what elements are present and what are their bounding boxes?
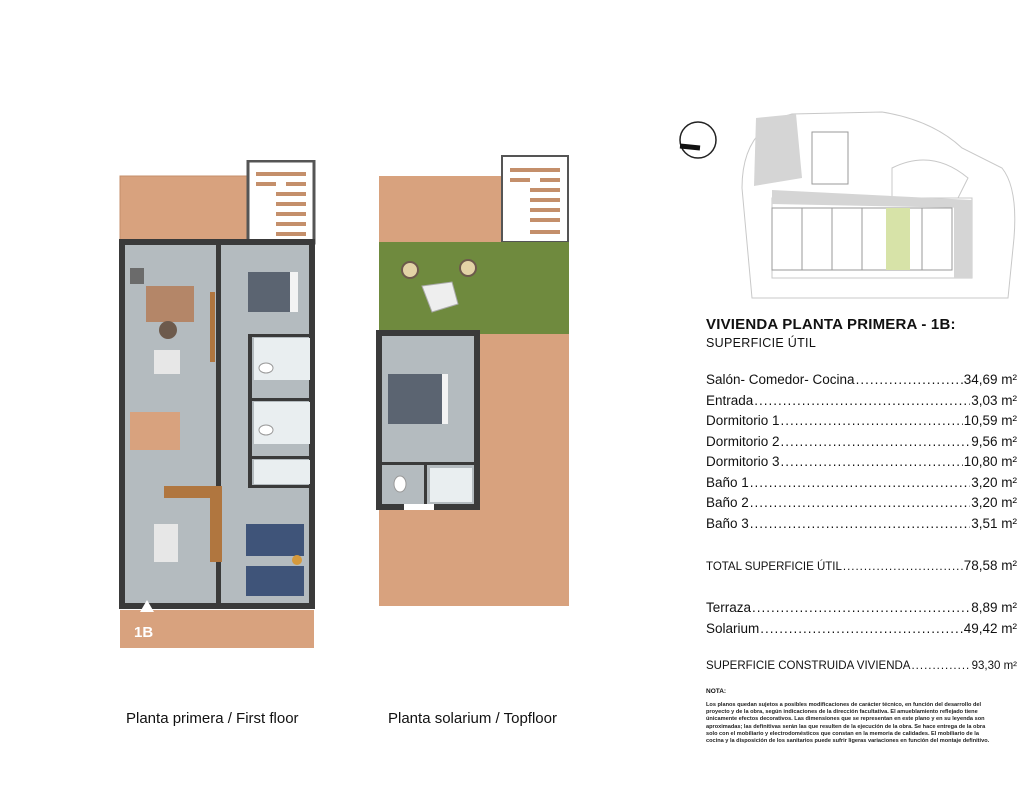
area-row xyxy=(706,473,1017,494)
built-area-row xyxy=(706,656,1017,677)
area-label: Baño 2 xyxy=(706,495,749,510)
area-label: Salón- Comedor- Cocina xyxy=(706,372,855,387)
area-label: Baño 1 xyxy=(706,474,749,490)
legal-note: Los planos quedan sujetos a posibles modificaciones de carácter técnico, en función del desarrollo del proyecto y de la obra, según indicaciones de la dirección facultativa. El amueblamiento reflejado tiene únicamente efectos decorativos. Las dimensiones que se representan en este plano y en su leyenda son aproximadas; las definitivas serán las que resulten de la ejecución de la obra. Se hace entrega de la obra solo con el mobiliario y electrodomésticos que constan en la memoria de calidades. El mobiliario de la cocina y la disposición de los sanitarios puede sufrir ligeras variaciones en función del montaje definitivo. xyxy=(706,702,990,745)
note-heading: NOTA: xyxy=(706,688,727,695)
staircase-icon xyxy=(502,156,568,242)
outdoor-areas-list xyxy=(706,598,1017,639)
area-row xyxy=(706,452,1017,473)
solarium-plan xyxy=(374,154,574,610)
useful-area-heading: SUPERFICIE ÚTIL xyxy=(706,336,817,350)
area-value: 3,51 m² xyxy=(971,515,1017,531)
area-row xyxy=(706,370,1017,391)
area-label: Terraza xyxy=(706,600,752,615)
area-value: 10,59 m² xyxy=(963,413,1017,428)
solarium-caption: Planta solarium / Topfloor xyxy=(388,710,557,727)
area-value: 3,03 m² xyxy=(971,392,1017,408)
room-areas-list xyxy=(706,370,1017,534)
total-useful-area-row xyxy=(706,556,1017,578)
built-label: SUPERFICIE CONSTRUIDA VIVIENDA xyxy=(706,660,911,672)
area-label: Baño 3 xyxy=(706,515,749,531)
area-value: 10,80 m² xyxy=(963,454,1017,469)
area-row xyxy=(706,493,1017,514)
area-row xyxy=(706,391,1017,412)
first-floor-caption: Planta primera / First floor xyxy=(126,710,299,727)
area-label: Dormitorio 1 xyxy=(706,413,780,428)
area-value: 9,56 m² xyxy=(971,433,1017,449)
first-floor-plan xyxy=(116,160,318,652)
area-value: 8,89 m² xyxy=(971,600,1017,615)
compass-icon xyxy=(678,120,718,160)
area-value: 34,69 m² xyxy=(963,372,1017,387)
area-label: Dormitorio 2 xyxy=(706,433,780,449)
area-row xyxy=(706,411,1017,432)
area-row xyxy=(706,514,1017,535)
unit-title: VIVIENDA PLANTA PRIMERA - 1B: xyxy=(706,316,956,333)
area-label: Dormitorio 3 xyxy=(706,454,780,469)
area-label: Entrada xyxy=(706,392,754,408)
area-value: 3,20 m² xyxy=(971,474,1017,490)
area-label: Solarium xyxy=(706,620,760,636)
staircase-icon xyxy=(248,161,314,243)
total-label: TOTAL SUPERFICIE ÚTIL xyxy=(706,561,842,573)
site-location-map xyxy=(732,108,1020,304)
area-row xyxy=(706,598,1017,619)
built-value: 93,30 m² xyxy=(971,660,1017,672)
area-row xyxy=(706,432,1017,453)
area-value: 49,42 m² xyxy=(963,620,1017,636)
total-value: 78,58 m² xyxy=(963,558,1017,573)
area-row xyxy=(706,619,1017,640)
unit-marker: 1B xyxy=(134,624,154,641)
area-value: 3,20 m² xyxy=(971,495,1017,510)
